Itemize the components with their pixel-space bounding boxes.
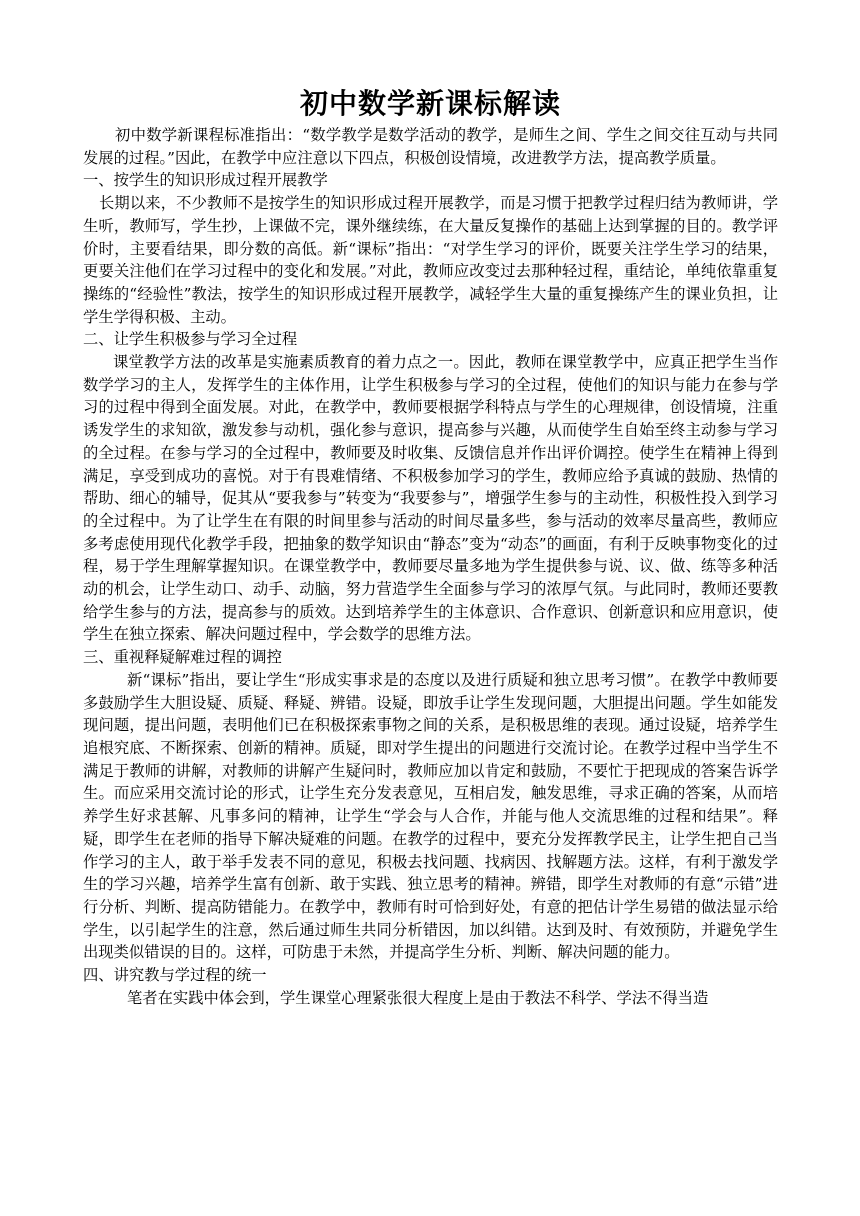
section-4-paragraph: 笔者在实践中体会到，学生课堂心理紧张很大程度上是由于教法不科学、学法不得当造 — [127, 988, 709, 1007]
intro-paragraph: 初中数学新课程标准指出：“数学教学是数学活动的教学，是师生之间、学生之间交往互动与共同发展的过程。”因此，在教学中应注意以下四点，积极创设情境，改进教学方法，提高教学质量。 — [83, 126, 778, 167]
section-4-heading: 四、讲究教与学过程的统一 — [83, 966, 267, 985]
section-3-paragraph: 新“课标”指出，要让学生“形成实事求是的态度以及进行质疑和独立思考习惯”。在教学中教师要多鼓励学生大胆设疑、质疑、释疑、辨错。设疑，即放手让学生发现问题，大胆提出问题。学生如能发现问题，提出问题，表明他们已在积极探索事物之间的关系，是积极思维的表现。通过设疑，培养学生追根究底、不断探索、创新的精神。质疑，即对学生提出的问题进行交流讨论。在教学过程中当学生不满足于教师的讲解，对教师的讲解产生疑问时，教师应加以肯定和鼓励，不要忙于把现成的答案告诉学生。而应采用交流讨论的形式，让学生充分发表意见，互相启发，触发思维，寻求正确的答案，从而培养学生好求甚解、凡事多问的精神，让学生“学会与人合作，并能与他人交流思维的过程和结果”。释疑，即学生在老师的指导下解决疑难的问题。在教学的过程中，要充分发挥教学民主，让学生把自己当作学习的主人，敢于举手发表不同的意见，积极去找问题、找病因、找解题方法。这样，有利于激发学生的学习兴趣，培养学生富有创新、敢于实践、独立思考的精神。辨错，即学生对教师的有意“示错”进行分析、判断、提高防错能力。在教学中，教师有时可恰到好处，有意的把估计学生易错的做法显示给学生，以引起学生的注意，然后通过师生共同分析错因，加以纠错。达到及时、有效预防，并避免学生出现类似错误的目的。这样，可防患于未然，并提高学生分析、判断、解决问题的能力。 — [83, 670, 778, 962]
document-page — [83, 84, 778, 1009]
section-3-heading: 三、重视释疑解难过程的调控 — [83, 648, 282, 667]
section-2-paragraph: 课堂教学方法的改革是实施素质教育的着力点之一。因此，教师在课堂教学中，应真正把学生当作数学学习的主人，发挥学生的主体作用，让学生积极参与学习的全过程，使他们的知识与能力在参与学习的过程中得到全面发展。对此，在教学中，教师要根据学科特点与学生的心理规律，创设情境，注重诱发学生的求知欲，激发参与动机，强化参与意识，提高参与兴趣，从而使学生自始至终主动参与学习的全过程。在参与学习的全过程中，教师要及时收集、反馈信息并作出评价调控。使学生在精神上得到满足，享受到成功的喜悦。对于有畏难情绪、不积极参加学习的学生，教师应给予真诚的鼓励、热情的帮助、细心的辅导，促其从“要我参与”转变为“我要参与”，增强学生参与的主动性，积极性投入到学习的全过程中。为了让学生在有限的时间里参与活动的时间尽量多些，参与活动的效率尽量高些，教师应多考虑使用现代化教学手段，把抽象的数学知识由“静态”变为“动态”的画面，有利于反映事物变化的过程，易于学生理解掌握知识。在课堂教学中，教师要尽量多地为学生提供参与说、议、做、练等多种活动的机会，让学生动口、动手、动脑，努力营造学生全面参与学习的浓厚气氛。与此同时，教师还要教给学生参与的方法，提高参与的质效。达到培养学生的主体意识、合作意识、创新意识和应用意识，使学生在独立探索、解决问题过程中，学会数学的思维方法。 — [83, 353, 778, 644]
section-2-heading: 二、让学生积极参与学习全过程 — [83, 330, 298, 349]
page-title: 初中数学新课标解读 — [299, 87, 561, 120]
section-1-paragraph: 长期以来，不少教师不是按学生的知识形成过程开展教学，而是习惯于把教学过程归结为教师讲，学生听，教师写，学生抄，上课做不完，课外继续练，在大量反复操作的基础上达到掌握的目的。教学评价时，主要看结果，即分数的高低。新“课标”指出：“对学生学习的评价，既要关注学生学习的结果，更要关注他们在学习过程中的变化和发展。”对此，教师应改变过去那种轻过程，重结论，单纯依靠重复操练的“经验性”教法，按学生的知识形成过程开展教学，减轻学生大量的重复操练产生的课业负担，让学生学得积极、主动。 — [83, 194, 778, 326]
section-1-heading: 一、按学生的知识形成过程开展教学 — [83, 171, 328, 190]
